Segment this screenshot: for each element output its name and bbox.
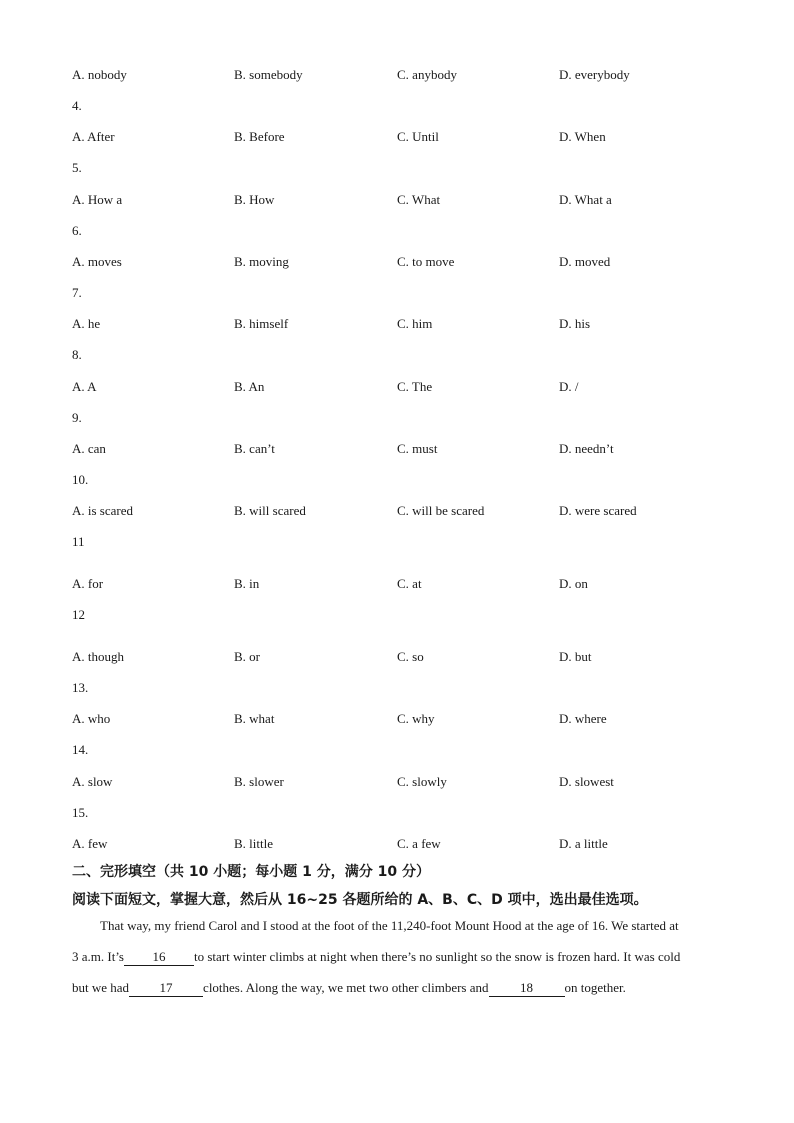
question-10-options [0, 501, 794, 521]
option-a[interactable]: A. who [72, 711, 111, 726]
passage-text: to start winter climbs at night when there’s no sunlight so the snow is frozen hard. It was cold [194, 949, 681, 964]
question-number: 4. [72, 98, 82, 113]
option-c[interactable]: C. a few [397, 836, 441, 851]
question-number: 5. [72, 160, 82, 175]
question-15-options [0, 834, 794, 854]
question-4-options [0, 127, 794, 147]
question-14-options [0, 772, 794, 792]
section-title: 二、完形填空（共 10 小题；每小题 1 分，满分 10 分） [72, 864, 430, 880]
option-b[interactable]: B. How [234, 192, 275, 207]
question-number: 9. [72, 410, 82, 425]
option-d[interactable]: D. a little [559, 836, 608, 851]
question-number: 8. [72, 347, 82, 362]
passage-text: on together. [564, 980, 626, 995]
passage-line-2 [72, 947, 722, 967]
option-a[interactable]: A. he [72, 316, 101, 331]
passage-line-1: That way, my friend Carol and I stood at the foot of the 11,240-foot Mount Hood at the age of 16. We started at [100, 918, 679, 933]
option-b[interactable]: B. An [234, 379, 265, 394]
option-b[interactable]: B. little [234, 836, 273, 851]
question-6-options [0, 252, 794, 272]
option-a[interactable]: A. for [72, 576, 104, 591]
option-d[interactable]: D. What a [559, 192, 612, 207]
question-9-options [0, 439, 794, 459]
question-12-options [0, 647, 794, 667]
question-number: 13. [72, 680, 89, 695]
question-5-options [0, 190, 794, 210]
blank-18[interactable]: 18 [489, 980, 565, 997]
option-d[interactable]: D. on [559, 576, 588, 591]
option-a[interactable]: A. nobody [72, 67, 127, 82]
option-c[interactable]: C. anybody [397, 67, 457, 82]
option-c[interactable]: C. The [397, 379, 433, 394]
question-number: 10. [72, 472, 89, 487]
option-b[interactable]: B. moving [234, 254, 289, 269]
question-number: 14. [72, 742, 89, 757]
option-c[interactable]: C. will be scared [397, 503, 485, 518]
option-a[interactable]: A. moves [72, 254, 122, 269]
question-number: 7. [72, 285, 82, 300]
option-b[interactable]: B. will scared [234, 503, 306, 518]
question-8-options [0, 377, 794, 397]
blank-16[interactable]: 16 [124, 949, 194, 966]
option-c[interactable]: C. why [397, 711, 435, 726]
option-c[interactable]: C. What [397, 192, 441, 207]
option-a[interactable]: A. few [72, 836, 108, 851]
option-d[interactable]: D. When [559, 129, 606, 144]
option-a[interactable]: A. A [72, 379, 97, 394]
option-a[interactable]: A. After [72, 129, 115, 144]
question-11-options [0, 574, 794, 594]
option-d[interactable]: D. but [559, 649, 592, 664]
question-3-options [0, 65, 794, 85]
option-d[interactable]: D. slowest [559, 774, 614, 789]
option-d[interactable]: D. needn’t [559, 441, 614, 456]
option-b[interactable]: B. or [234, 649, 260, 664]
option-a[interactable]: A. can [72, 441, 106, 456]
option-d[interactable]: D. everybody [559, 67, 630, 82]
option-a[interactable]: A. How a [72, 192, 123, 207]
option-c[interactable]: C. must [397, 441, 438, 456]
question-13-options [0, 709, 794, 729]
option-b[interactable]: B. in [234, 576, 260, 591]
passage-text: 3 a.m. It’s [72, 949, 124, 964]
question-number: 11 [72, 534, 85, 549]
passage-text: but we had [72, 980, 130, 995]
option-d[interactable]: D. were scared [559, 503, 637, 518]
option-c[interactable]: C. so [397, 649, 424, 664]
option-b[interactable]: B. what [234, 711, 275, 726]
option-a[interactable]: A. is scared [72, 503, 134, 518]
option-d[interactable]: D. moved [559, 254, 611, 269]
section-instruction: 阅读下面短文，掌握大意，然后从 16~25 各题所给的 A、B、C、D 项中，选出最佳选项。 [72, 892, 648, 908]
option-c[interactable]: C. slowly [397, 774, 447, 789]
question-7-options [0, 314, 794, 334]
blank-17[interactable]: 17 [129, 980, 203, 997]
passage-line-3 [72, 978, 722, 998]
option-d[interactable]: D. where [559, 711, 607, 726]
option-b[interactable]: B. can’t [234, 441, 275, 456]
question-number: 12 [72, 607, 85, 622]
option-c[interactable]: C. to move [397, 254, 455, 269]
option-d[interactable]: D. his [559, 316, 591, 331]
option-c[interactable]: C. at [397, 576, 422, 591]
option-a[interactable]: A. slow [72, 774, 113, 789]
option-d[interactable]: D. / [559, 379, 579, 394]
question-number: 6. [72, 223, 82, 238]
option-a[interactable]: A. though [72, 649, 124, 664]
question-number: 15. [72, 805, 89, 820]
option-b[interactable]: B. slower [234, 774, 284, 789]
option-b[interactable]: B. Before [234, 129, 285, 144]
option-b[interactable]: B. somebody [234, 67, 303, 82]
option-c[interactable]: C. Until [397, 129, 439, 144]
passage-text: clothes. Along the way, we met two other climbers and [203, 980, 489, 995]
option-b[interactable]: B. himself [234, 316, 289, 331]
option-c[interactable]: C. him [397, 316, 433, 331]
